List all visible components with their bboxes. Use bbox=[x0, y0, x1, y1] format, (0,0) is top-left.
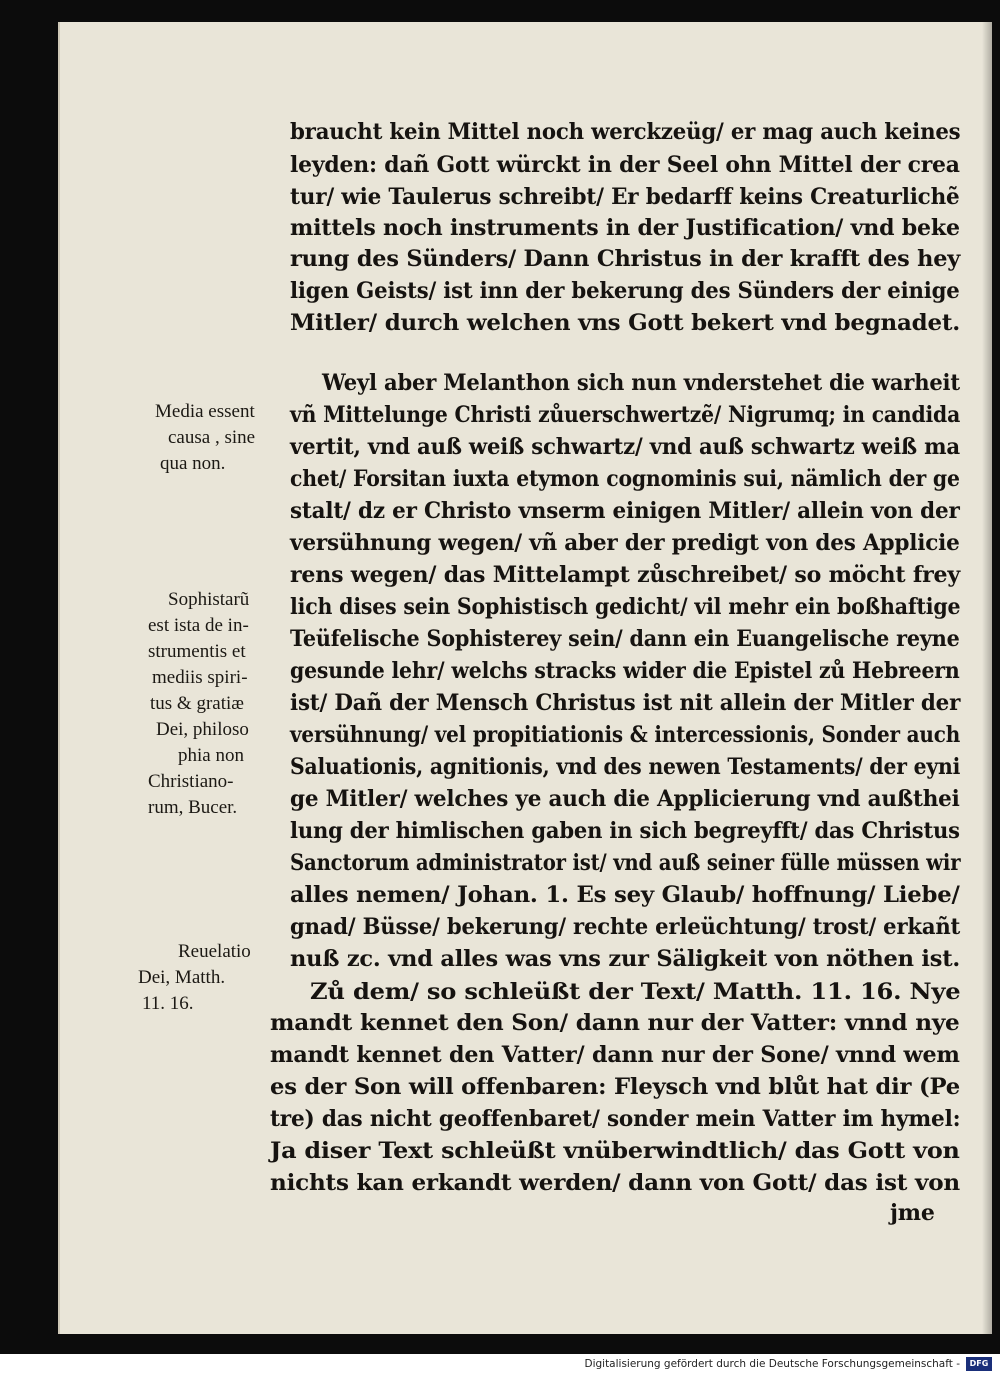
margin-note: phia non bbox=[178, 745, 244, 766]
margin-note: qua non. bbox=[160, 453, 226, 474]
text-line: rens wegen/ das Mittelampt zůschreibet/ so möcht frey bbox=[290, 562, 961, 588]
text-line: ge Mitler/ welches ye auch die Applicierung vnd außthei bbox=[290, 786, 960, 812]
text-line: vertit, vnd auß weiß schwartz/ vnd auß schwartz weiß ma bbox=[290, 434, 960, 460]
text-line: lich dises sein Sophistisch gedicht/ vil mehr ein boßhaftige bbox=[290, 594, 961, 620]
text-line: gesunde lehr/ welchs stracks wider die Epistel zů Hebreern bbox=[290, 658, 960, 684]
margin-note: strumentis et bbox=[148, 641, 246, 662]
text-line: chet/ Forsitan iuxta etymon cognominis sui, nämlich der ge bbox=[290, 466, 960, 492]
margin-note: Dei, Matth. bbox=[138, 967, 226, 988]
margin-note: Christiano- bbox=[148, 771, 234, 792]
text-line: versühnung wegen/ vñ aber der predigt von des Applicie bbox=[290, 530, 960, 556]
text-line: tur/ wie Taulerus schreibt/ Er bedarff keins Creaturlichẽ bbox=[290, 184, 960, 210]
margin-note: est ista de in- bbox=[148, 615, 249, 636]
text-line: braucht kein Mittel noch werckzeüg/ er mag auch keines bbox=[290, 119, 961, 145]
text-line: es der Son will offenbaren: Fleysch vnd blůt hat dir (Pe bbox=[270, 1074, 960, 1100]
margin-note: causa , sine bbox=[168, 427, 256, 448]
text-line: mittels noch instruments in der Justification/ vnd beke bbox=[290, 215, 960, 241]
text-line: alles nemen/ Johan. 1. Es sey Glaub/ hoffnung/ Liebe/ bbox=[290, 882, 960, 908]
text-line: Zů dem/ so schleüßt der Text/ Matth. 11. 16. Nye bbox=[310, 979, 961, 1005]
text-line: lung der himlischen gaben in sich begreyfft/ das Christus bbox=[290, 818, 960, 844]
margin-note: rum, Bucer. bbox=[148, 797, 238, 818]
margin-note: Dei, philoso bbox=[156, 719, 249, 740]
text-line: leyden: dañ Gott würckt in der Seel ohn Mittel der crea bbox=[290, 152, 960, 178]
text-line: mandt kennet den Vatter/ dann nur der Sone/ vnnd wem bbox=[270, 1042, 960, 1068]
text-line: nuß zc. vnd alles was vns zur Säligkeit von nöthen ist. bbox=[290, 946, 961, 972]
margin-note: mediis spiri- bbox=[152, 667, 248, 688]
text-line: rung des Sünders/ Dann Christus in der krafft des hey bbox=[290, 246, 961, 272]
text-line: gnad/ Büsse/ bekerung/ rechte erleüchtung/ trost/ erkañt bbox=[290, 914, 961, 940]
text-line: tre) das nicht geoffenbaret/ sonder mein Vatter im hymel: bbox=[270, 1106, 961, 1132]
margin-note: 11. 16. bbox=[142, 993, 194, 1014]
dfg-logo: DFG bbox=[966, 1357, 992, 1371]
text-line: versühnung/ vel propitiationis & intercessionis, Sonder auch bbox=[290, 722, 961, 748]
page-edge-shadow bbox=[982, 22, 992, 1334]
text-line: Saluationis, agnitionis, vnd des newen Testaments/ der eyni bbox=[290, 754, 961, 780]
text-line: vñ Mittelunge Christi zůuerschwertzẽ/ Nigrumq; in candida bbox=[290, 402, 961, 428]
text-line: Weyl aber Melanthon sich nun vnderstehet die warheit bbox=[322, 370, 960, 396]
footer-bar bbox=[0, 1354, 1000, 1376]
text-line: Sanctorum administrator ist/ vnd auß seiner fülle müssen wir bbox=[290, 850, 961, 876]
margin-note: Media essent bbox=[155, 401, 255, 422]
margin-note: Reuelatio bbox=[178, 941, 251, 962]
text-line: Teüfelische Sophisterey sein/ dann ein Euangelische reyne bbox=[290, 626, 960, 652]
text-line: jme bbox=[890, 1200, 935, 1226]
book-page bbox=[58, 22, 992, 1334]
footer-credit: Digitalisierung gefördert durch die Deutsche Forschungsgemeinschaft - bbox=[584, 1358, 960, 1370]
text-line: ligen Geists/ ist inn der bekerung des Sünders der einige bbox=[290, 278, 960, 304]
text-line: Mitler/ durch welchen vns Gott bekert vnd begnadet. bbox=[290, 310, 961, 336]
text-line: Ja diser Text schleüßt vnüberwindtlich/ das Gott von bbox=[270, 1138, 960, 1164]
text-line: ist/ Dañ der Mensch Christus ist nit allein der Mitler der bbox=[290, 690, 961, 716]
margin-note: Sophistarũ bbox=[168, 589, 250, 610]
margin-note: tus & gratiæ bbox=[150, 693, 244, 714]
text-line: stalt/ dz er Christo vnserm einigen Mitler/ allein von der bbox=[290, 498, 960, 524]
text-line: nichts kan erkandt werden/ dann von Gott/ das ist von bbox=[270, 1170, 960, 1196]
text-line: mandt kennet den Son/ dann nur der Vatter: vnnd nye bbox=[270, 1010, 960, 1036]
